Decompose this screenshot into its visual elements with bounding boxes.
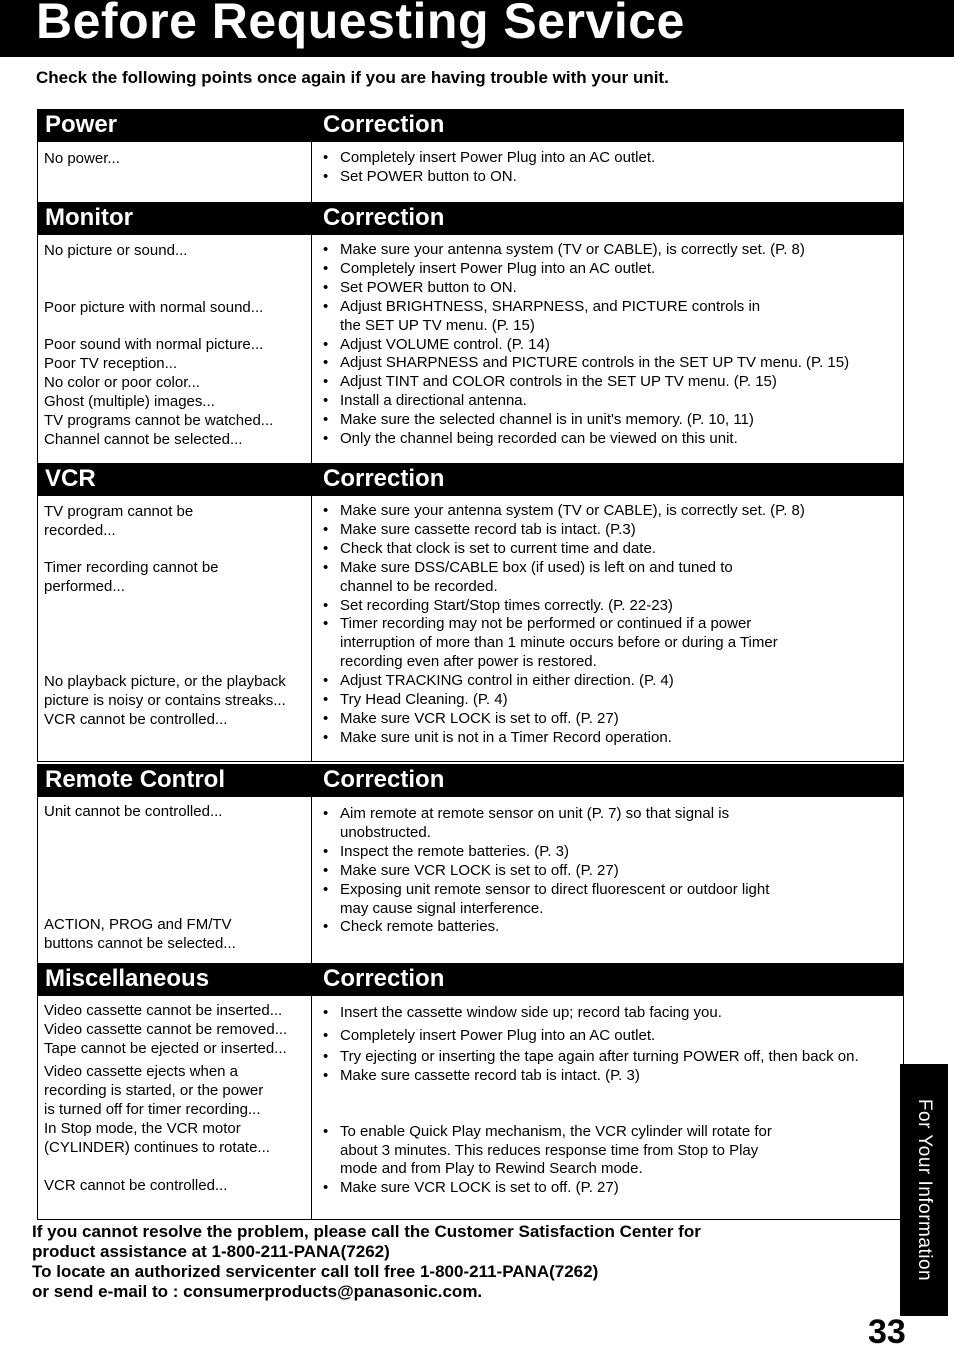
side-tab-label: For Your Information [914, 1098, 935, 1282]
correction-list [318, 805, 898, 937]
correction-heading: Correction [323, 766, 445, 793]
correction-heading: Correction [323, 965, 445, 992]
problem-item: VCR cannot be controlled... [44, 1177, 228, 1194]
problem-item: No picture or sound... [44, 242, 188, 259]
column-divider [311, 797, 312, 963]
problem-item: TV program cannot be [44, 503, 194, 520]
correction-item: • Make sure DSS/CABLE box (if used) is left on and tuned to [318, 559, 898, 578]
section-body [38, 142, 903, 202]
section-header [38, 765, 903, 797]
correction-item: • Set POWER button to ON. [318, 279, 898, 298]
correction-item: • Completely insert Power Plug into an AC outlet. [318, 1027, 898, 1046]
correction-item-continued [318, 1142, 898, 1161]
problem-item: is turned off for timer recording... [44, 1101, 261, 1118]
section-body [38, 496, 903, 761]
correction-item-continued [318, 634, 898, 653]
correction-item-continued [318, 653, 898, 672]
section-heading: Monitor [45, 204, 133, 231]
footer-contact [32, 1222, 892, 1302]
problem-item: In Stop mode, the VCR motor [44, 1120, 241, 1137]
correction-item: • Check that clock is set to current time and date. [318, 540, 898, 559]
problem-item: Ghost (multiple) images... [44, 393, 215, 410]
correction-heading: Correction [323, 465, 445, 492]
problem-item: (CYLINDER) continues to rotate... [44, 1139, 270, 1156]
correction-item: • Adjust TINT and COLOR controls in the SET UP TV menu. (P. 15) [318, 373, 898, 392]
correction-list [318, 241, 898, 449]
problem-item: recording is started, or the power [44, 1082, 264, 1099]
correction-item: • Adjust SHARPNESS and PICTURE controls in the SET UP TV menu. (P. 15) [318, 354, 898, 373]
correction-item: • Make sure your antenna system (TV or CABLE), is correctly set. (P. 8) [318, 502, 898, 521]
correction-item: • Adjust VOLUME control. (P. 14) [318, 336, 898, 355]
correction-item: • Make sure your antenna system (TV or CABLE), is correctly set. (P. 8) [318, 241, 898, 260]
correction-text: unobstructed. [340, 823, 431, 841]
correction-item-continued [318, 900, 898, 919]
correction-text: mode and from Play to Rewind Search mode. [340, 1160, 643, 1178]
problem-item: Video cassette cannot be inserted... [44, 1002, 283, 1019]
page-title: Before Requesting Service [36, 0, 685, 49]
column-divider [311, 996, 312, 1219]
section-header [38, 110, 903, 142]
correction-list [318, 149, 898, 187]
correction-item: • Timer recording may not be performed or continued if a power [318, 615, 898, 634]
correction-text: may cause signal interference. [340, 899, 544, 917]
side-tab [900, 1064, 948, 1316]
correction-item: • Make sure VCR LOCK is set to off. (P. 27) [318, 1179, 898, 1198]
problem-item: Timer recording cannot be [44, 559, 219, 576]
correction-item: • Insert the cassette window side up; record tab facing you. [318, 1004, 898, 1023]
problem-item: Tape cannot be ejected or inserted... [44, 1040, 287, 1057]
section-heading: Power [45, 111, 118, 138]
correction-item: • Adjust TRACKING control in either direction. (P. 4) [318, 672, 898, 691]
section-body [38, 797, 903, 963]
problem-item: performed... [44, 578, 125, 595]
section-vcr [37, 463, 904, 762]
problem-item: buttons cannot be selected... [44, 935, 236, 952]
problem-item: picture is noisy or contains streaks... [44, 692, 286, 709]
column-divider [311, 496, 312, 761]
correction-item: • Adjust BRIGHTNESS, SHARPNESS, and PICTURE controls in [318, 298, 898, 317]
section-header [38, 464, 903, 496]
section-remote-control [37, 764, 904, 964]
correction-text: about 3 minutes. This reduces response time from Stop to Play [340, 1141, 759, 1159]
correction-item: • Install a directional antenna. [318, 392, 898, 411]
correction-item-continued [318, 578, 898, 597]
section-miscellaneous [37, 963, 904, 1220]
correction-text: channel to be recorded. [340, 577, 498, 595]
intro-text: Check the following points once again if you are having trouble with your unit. [36, 68, 669, 87]
section-header [38, 203, 903, 235]
correction-item: • Make sure the selected channel is in unit's memory. (P. 10, 11) [318, 411, 898, 430]
column-divider [311, 235, 312, 463]
column-divider [311, 142, 312, 202]
correction-item-continued [318, 317, 898, 336]
correction-item: • Make sure VCR LOCK is set to off. (P. 27) [318, 862, 898, 881]
problem-item: Unit cannot be controlled... [44, 803, 223, 820]
problem-item: No color or poor color... [44, 374, 200, 391]
correction-item: • Make sure VCR LOCK is set to off. (P. 27) [318, 710, 898, 729]
correction-heading: Correction [323, 204, 445, 231]
problem-item: No power... [44, 150, 120, 167]
section-body [38, 996, 903, 1219]
problem-item: TV programs cannot be watched... [44, 412, 274, 429]
section-heading: Remote Control [45, 766, 225, 793]
correction-item: • Set POWER button to ON. [318, 168, 898, 187]
problem-item: No playback picture, or the playback [44, 673, 286, 690]
correction-item: • Try Head Cleaning. (P. 4) [318, 691, 898, 710]
correction-item: • Set recording Start/Stop times correctly. (P. 22-23) [318, 597, 898, 616]
correction-item: • Exposing unit remote sensor to direct fluorescent or outdoor light [318, 881, 898, 900]
section-monitor [37, 202, 904, 464]
correction-item: • To enable Quick Play mechanism, the VCR cylinder will rotate for [318, 1123, 898, 1142]
problem-item: ACTION, PROG and FM/TV [44, 916, 232, 933]
correction-heading: Correction [323, 111, 445, 138]
correction-item: • Make sure unit is not in a Timer Record operation. [318, 729, 898, 748]
section-body [38, 235, 903, 463]
footer-line: To locate an authorized servicenter call toll free 1-800-211-PANA(7262) [32, 1262, 599, 1281]
correction-item: • Completely insert Power Plug into an AC outlet. [318, 149, 898, 168]
correction-text: the SET UP TV menu. (P. 15) [340, 316, 535, 334]
correction-item: • Only the channel being recorded can be viewed on this unit. [318, 430, 898, 449]
problem-item: Poor picture with normal sound... [44, 299, 264, 316]
title-bar [0, 0, 954, 57]
section-heading: Miscellaneous [45, 965, 210, 992]
correction-item: • Completely insert Power Plug into an AC outlet. [318, 260, 898, 279]
problem-item: Video cassette cannot be removed... [44, 1021, 288, 1038]
correction-list [318, 502, 898, 748]
correction-text: interruption of more than 1 minute occurs before or during a Timer [340, 634, 778, 652]
correction-item: • Make sure cassette record tab is intact. (P.3) [318, 521, 898, 540]
page-number: 33 [868, 1313, 906, 1351]
section-power [37, 109, 904, 203]
correction-item: • Make sure cassette record tab is intact. (P. 3) [318, 1067, 898, 1086]
correction-item: • Check remote batteries. [318, 918, 898, 937]
section-header [38, 964, 903, 996]
problem-item: Poor sound with normal picture... [44, 336, 264, 353]
problem-item: Poor TV reception... [44, 355, 178, 372]
problem-item: VCR cannot be controlled... [44, 711, 228, 728]
footer-line: If you cannot resolve the problem, please call the Customer Satisfaction Center for [32, 1222, 701, 1241]
correction-list [318, 1004, 898, 1198]
footer-line: product assistance at 1-800-211-PANA(7262) [32, 1242, 390, 1261]
problem-item: Channel cannot be selected... [44, 431, 243, 448]
section-heading: VCR [45, 465, 96, 492]
footer-line: or send e-mail to : consumerproducts@panasonic.com. [32, 1282, 483, 1301]
correction-item: • Try ejecting or inserting the tape again after turning POWER off, then back on. [318, 1048, 898, 1067]
problem-item: recorded... [44, 522, 116, 539]
correction-text: recording even after power is restored. [340, 653, 597, 671]
problem-item: Video cassette ejects when a [44, 1063, 239, 1080]
correction-item: • Inspect the remote batteries. (P. 3) [318, 843, 898, 862]
correction-item-continued [318, 824, 898, 843]
correction-item-continued [318, 1160, 898, 1179]
correction-item: • Aim remote at remote sensor on unit (P. 7) so that signal is [318, 805, 898, 824]
